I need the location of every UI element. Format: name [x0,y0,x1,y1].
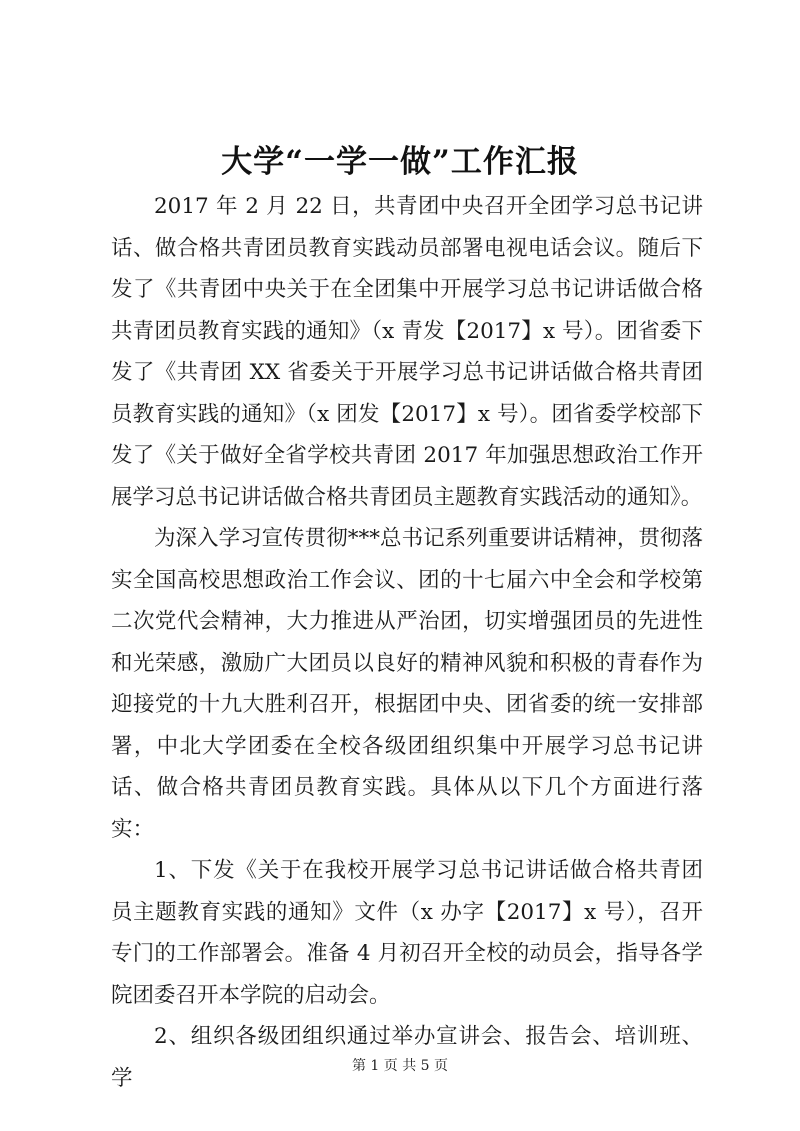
document-body [111,186,703,1099]
page-number: 第 1 页 共 5 页 [351,1058,449,1074]
paragraph-4: 2、组织各级团组织通过举办宣讲会、报告会、培训班、学 [111,1024,703,1091]
paragraph-1: 2017 年 2 月 22 日，共青团中央召开全团学习总书记讲话、做合格共青团员教育实践动员部署电视电话会议。随后下发了《共青团中央关于在全团集中开展学习总书记讲话做合格共青团员教育实践的通知》（x 青发【2017】x 号）。团省委下发了《共青团 XX 省委关于开展学习总书记讲话做合格共青团员教育实践的通知》（x 团发【2017】x 号）。团省委学校部下发了《关于做好全省学校共青团 2017 年加强思想政治工作开展学习总书记讲话做合格共青团员主题教育实践活动的通知》。 [111,194,703,510]
document-title: 大学“一学一做”工作汇报 [221,144,579,180]
paragraph-3: 1、下发《关于在我校开展学习总书记讲话做合格共青团员主题教育实践的通知》文件（x 办字【2017】x 号），召开专门的工作部署会。准备 4 月初召开全校的动员会，指导各学院团委召开本学院的启动会。 [111,858,703,1008]
paragraph-2: 为深入学习宣传贯彻***总书记系列重要讲话精神，贯彻落实全国高校思想政治工作会议、团的十七届六中全会和学校第二次党代会精神，大力推进从严治团，切实增强团员的先进性和光荣感，激励广大团员以良好的精神风貌和积极的青春作为迎接党的十九大胜利召开，根据团中央、团省委的统一安排部署，中北大学团委在全校各级团组织集中开展学习总书记讲话、做合格共青团员教育实践。具体从以下几个方面进行落实： [111,526,703,842]
